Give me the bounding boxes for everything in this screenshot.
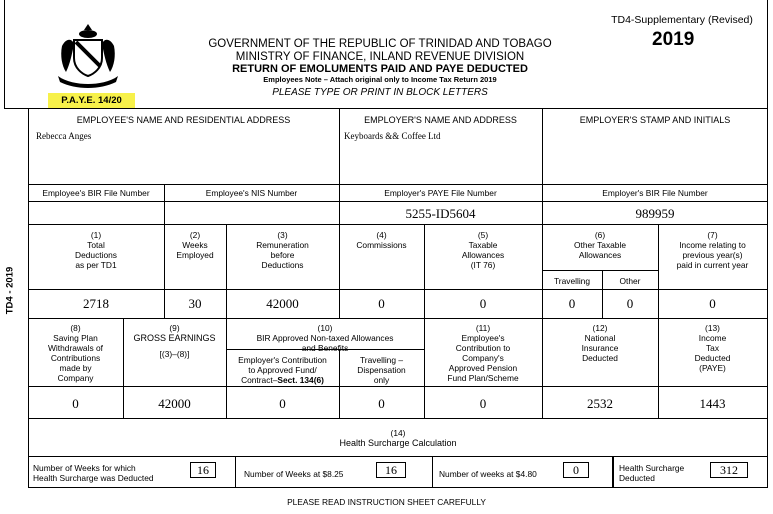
col3-value: 42000 — [266, 296, 299, 311]
col6-travelling-value: 0 — [568, 296, 576, 311]
col10a-value: 0 — [279, 396, 286, 411]
employer-name-label: EMPLOYER'S NAME AND ADDRESS — [364, 115, 517, 125]
col6-other-label: Other — [619, 276, 641, 286]
header-line-3: RETURN OF EMOLUMENTS PAID AND PAYE DEDUCTED — [232, 63, 528, 75]
employer-paye-value: 5255-ID5604 — [405, 206, 476, 221]
header-line-4: Employees Note – Attach original only to Income Tax Return 2019 — [263, 75, 497, 84]
employer-bir-value: 989959 — [635, 206, 675, 221]
employer-bir-label: Employer's BIR File Number — [602, 188, 708, 198]
weeks-deducted-label: Number of Weeks for which Health Surcharge was Deducted — [33, 463, 154, 483]
block-letters-instruction: PLEASE TYPE OR PRINT IN BLOCK LETTERS — [272, 87, 488, 98]
col1-value: 2718 — [83, 296, 109, 311]
health-surcharge-title: (14) Health Surcharge Calculation — [339, 428, 457, 448]
weeks-480-field[interactable]: 0 — [563, 462, 589, 478]
form-year: 2019 — [652, 29, 695, 50]
form-code: TD4-Supplementary (Revised) — [611, 14, 753, 26]
col2-header: (2) Weeks Employed — [176, 230, 214, 260]
col10b-header: Travelling – Dispensation only — [357, 355, 406, 385]
header-line-2: MINISTRY OF FINANCE, INLAND REVENUE DIVISION — [235, 51, 525, 63]
col9-header: (9) GROSS EARNINGS [(3)–(8)] — [133, 323, 216, 359]
col12-value: 2532 — [587, 396, 613, 411]
col11-header: (11) Employee's Contribution to Company's Approved Pension Fund Plan/Scheme — [447, 323, 519, 383]
col13-value: 1443 — [699, 396, 726, 411]
weeks-deducted-field[interactable]: 16 — [190, 462, 216, 478]
col13-header: (13) Income Tax Deducted (PAYE) — [694, 323, 731, 373]
col4-value: 0 — [378, 296, 385, 311]
col10b-value: 0 — [378, 396, 385, 411]
employer-paye-label: Employer's PAYE File Number — [384, 188, 497, 198]
employee-bir-label: Employee's BIR File Number — [42, 188, 150, 198]
col8-header: (8) Saving Plan Withdrawals of Contributions made by Company — [48, 323, 103, 383]
col1-header: (1) Total Deductions as per TD1 — [75, 230, 117, 270]
paye-badge: P.A.Y.E. 14/20 — [48, 93, 135, 108]
header-line-1: GOVERNMENT OF THE REPUBLIC OF TRINIDAD AND TOBAGO — [208, 38, 552, 50]
surcharge-deducted-label: Health Surcharge Deducted — [619, 463, 685, 483]
col12-header: (12) National Insurance Deducted — [581, 323, 619, 363]
col3-header: (3) Remuneration before Deductions — [256, 230, 309, 270]
col10a-header: Employer's Contribution to Approved Fund/ Contract–Sect. 134(6) — [238, 355, 327, 385]
col7-value: 0 — [709, 296, 716, 311]
employer-name: Keyboards && Coffee Ltd — [344, 131, 441, 141]
col7-header: (7) Income relating to previous year(s) paid in current year — [676, 230, 749, 270]
side-label: TD4 - 2019 — [4, 266, 16, 315]
employer-stamp-label: EMPLOYER'S STAMP AND INITIALS — [579, 115, 731, 125]
col4-header: (4) Commissions — [356, 230, 407, 250]
col11-value: 0 — [479, 396, 487, 411]
footer-instruction: PLEASE READ INSTRUCTION SHEET CAREFULLY — [287, 497, 486, 507]
col6-travelling-label: Travelling — [554, 276, 590, 286]
weeks-825-label: Number of Weeks at $8.25 — [244, 469, 344, 479]
employee-name-label: EMPLOYEE'S NAME AND RESIDENTIAL ADDRESS — [76, 115, 291, 125]
col6-other-value: 0 — [626, 296, 634, 311]
col5-value: 0 — [479, 296, 487, 311]
col2-value: 30 — [188, 296, 202, 311]
weeks-480-label: Number of weeks at $4.80 — [439, 469, 537, 479]
surcharge-deducted-field[interactable]: 312 — [710, 462, 748, 478]
col8-value: 0 — [72, 396, 79, 411]
col5-header: (5) Taxable Allowances (IT 76) — [461, 230, 505, 270]
coat-of-arms-icon — [52, 22, 124, 90]
col6-header: (6) Other Taxable Allowances — [574, 230, 626, 260]
col9-value: 42000 — [158, 396, 191, 411]
col10-header: (10) BIR Approved Non-taxed Allowances and Benefits — [256, 323, 394, 353]
employee-nis-label: Employee's NIS Number — [205, 188, 298, 198]
weeks-825-field[interactable]: 16 — [376, 462, 406, 478]
employee-name: Rebecca Anges — [36, 131, 92, 141]
